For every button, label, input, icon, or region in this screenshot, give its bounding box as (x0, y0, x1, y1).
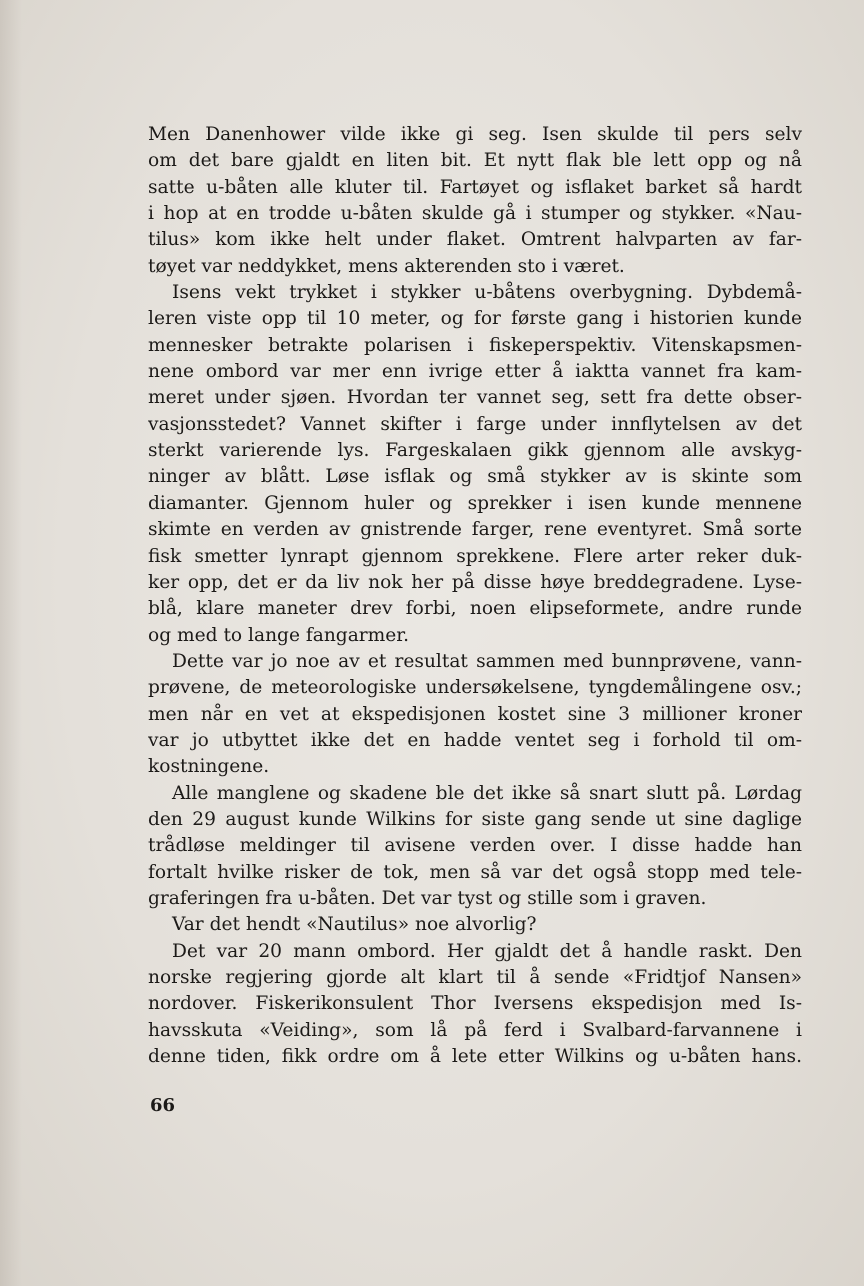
text-line: tilus» kom ikke helt under flaket. Omtrent halvparten av far- (148, 229, 802, 251)
text-line: var jo utbyttet ikke det en hadde ventet seg i forhold til om- (148, 729, 802, 751)
text-line: Det var 20 mann ombord. Her gjaldt det å handle raskt. Den (172, 940, 802, 962)
page-number: 66 (150, 1095, 176, 1116)
text-line: i hop at en trodde u-båten skulde gå i stumper og stykker. «Nau- (148, 203, 802, 225)
body-text (148, 122, 802, 1070)
text-line: Dette var jo noe av et resultat sammen med bunnprøvene, vann- (172, 650, 802, 672)
text-line: diamanter. Gjennom huler og sprekker i isen kunde mennene (148, 492, 802, 514)
text-line: denne tiden, fikk ordre om å lete etter Wilkins og u-båten hans. (148, 1046, 802, 1068)
text-line: Var det hendt «Nautilus» noe alvorlig? (172, 914, 537, 936)
text-line: havsskuta «Veiding», som lå på ferd i Svalbard-farvannene i (148, 1019, 802, 1041)
text-line: skimte en verden av gnistrende farger, rene eventyret. Små sorte (148, 519, 802, 541)
text-line: mennesker betrakte polarisen i fiskeperspektiv. Vitenskapsmen- (148, 334, 802, 356)
page-edge-shadow (0, 0, 22, 1286)
text-line: Alle manglene og skadene ble det ikke så snart slutt på. Lørdag (172, 782, 802, 804)
text-line: om det bare gjaldt en liten bit. Et nytt flak ble lett opp og nå (148, 150, 802, 172)
text-line: nordover. Fiskerikonsulent Thor Iversens ekspedisjon med Is- (148, 993, 802, 1015)
text-line: Isens vekt trykket i stykker u-båtens overbygning. Dybdemå- (172, 282, 802, 304)
text-line: ker opp, det er da liv nok her på disse høye breddegradene. Lyse- (148, 571, 802, 593)
text-line: satte u-båten alle kluter til. Fartøyet og isflaket barket så hardt (148, 176, 802, 198)
text-line: Men Danenhower vilde ikke gi seg. Isen skulde til pers selv (148, 124, 802, 145)
text-line: kostningene. (148, 756, 270, 778)
text-line: prøvene, de meteorologiske undersøkelsene, tyngdemålingene osv.; (148, 677, 802, 699)
text-line: men når en vet at ekspedisjonen kostet sine 3 millioner kroner (148, 703, 802, 725)
text-line: fisk smetter lynrapt gjennom sprekkene. Flere arter reker duk- (148, 545, 802, 567)
text-line: og med to lange fangarmer. (148, 624, 410, 646)
text-line: graferingen fra u-båten. Det var tyst og stille som i graven. (148, 887, 707, 909)
text-line: meret under sjøen. Hvordan ter vannet seg, sett fra dette obser- (148, 387, 802, 409)
text-line: nene ombord var mer enn ivrige etter å iaktta vannet fra kam- (148, 361, 802, 383)
text-line: sterkt varierende lys. Fargeskalaen gikk gjennom alle avskyg- (148, 440, 802, 462)
text-line: vasjonsstedet? Vannet skifter i farge under innflytelsen av det (148, 413, 802, 435)
text-line: leren viste opp til 10 meter, og for første gang i historien kunde (148, 308, 802, 330)
text-line: blå, klare maneter drev forbi, noen elipseformete, andre runde (148, 598, 802, 620)
text-line: ninger av blått. Løse isflak og små stykker av is skinte som (148, 466, 802, 488)
text-line: fortalt hvilke risker de tok, men så var det også stopp med tele- (148, 861, 802, 883)
text-line: norske regjering gjorde alt klart til å sende «Fridtjof Nansen» (148, 967, 802, 988)
text-line: trådløse meldinger til avisene verden over. I disse hadde han (148, 835, 802, 857)
text-line: tøyet var neddykket, mens akterenden sto i været. (148, 255, 625, 277)
text-line: den 29 august kunde Wilkins for siste gang sende ut sine daglige (148, 808, 802, 830)
